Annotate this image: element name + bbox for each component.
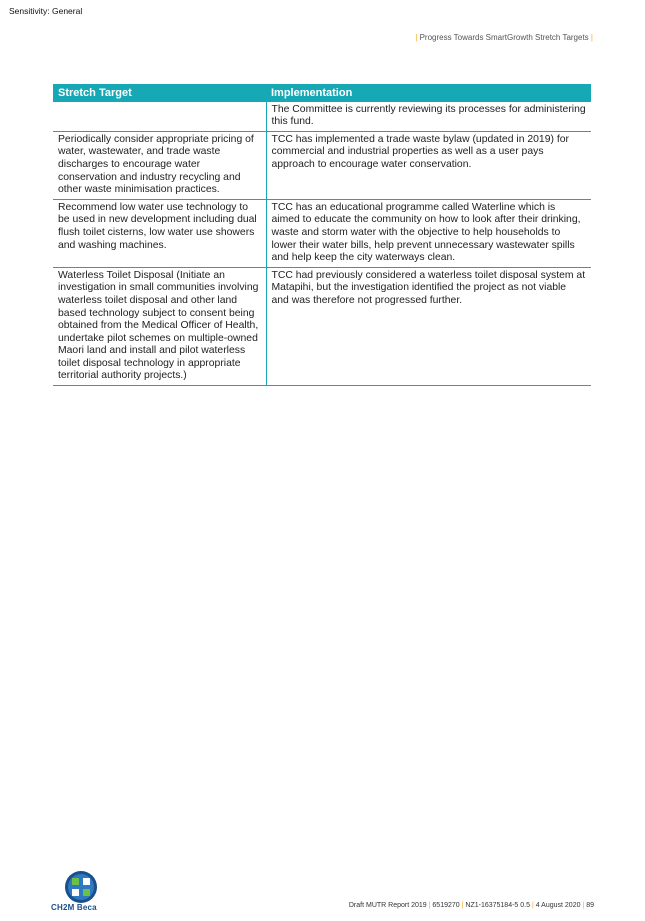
- page-footer: Draft MUTR Report 2019 | 6519270 | NZ1-16375184-5 0.5 | 4 August 2020 | 89: [348, 902, 594, 909]
- stretch-target-cell: Waterless Toilet Disposal (Initiate an investigation in small communities involving waterless toilet disposal and other land based technology subject to consent being obtained from the Medical Officer of Health, undertake pilot schemes on multiple-owned Maori land and install and pilot waterless toilet disposal technology in appropriate territorial authority projects.): [53, 267, 266, 385]
- stretch-target-cell: [53, 102, 266, 132]
- footer-report: Draft MUTR Report 2019: [348, 902, 427, 909]
- implementation-cell: TCC has an educational programme called Waterline which is aimed to educate the community on how to look after their drinking, waste and storm water with the objective to help households to lower their water bills, help prevent unnecessary wastewater spills and help keep the city waterways clean.: [266, 199, 591, 267]
- column-header-implementation: Implementation: [266, 84, 591, 102]
- running-header: [415, 33, 593, 42]
- implementation-cell: TCC had previously considered a waterless toilet disposal system at Matapihi, but the investigation identified the project as not viable and was therefore not progressed further.: [266, 267, 591, 385]
- table-row: [53, 199, 591, 267]
- stretch-target-cell: Periodically consider appropriate pricing of water, wastewater, and trade waste discharges to encourage water conservation and industry recycling and other waste minimisation practices.: [53, 131, 266, 199]
- table-row: [53, 267, 591, 385]
- header-title: Progress Towards SmartGrowth Stretch Targets: [419, 33, 589, 42]
- logo-wordmark: CH2M Beca: [51, 903, 97, 912]
- stretch-targets-table: [53, 84, 591, 386]
- table-row: [53, 131, 591, 199]
- column-header-stretch-target: Stretch Target: [53, 84, 266, 102]
- stretch-target-cell: Recommend low water use technology to be used in new development including dual flush toilet cisterns, low water use showers and washing machines.: [53, 199, 266, 267]
- footer-date: 4 August 2020: [535, 902, 581, 909]
- table-row: [53, 102, 591, 132]
- implementation-cell: The Committee is currently reviewing its processes for administering this fund.: [266, 102, 591, 132]
- page-number: 89: [586, 902, 594, 909]
- header-bar-right: |: [588, 33, 593, 42]
- table-header-row: [53, 84, 591, 102]
- footer-project-no: 6519270: [432, 902, 460, 909]
- implementation-cell: TCC has implemented a trade waste bylaw (updated in 2019) for commercial and industrial properties as well as a user pays approach to encourage water conservation.: [266, 131, 591, 199]
- sensitivity-label: Sensitivity: General: [9, 6, 83, 16]
- header-bar-left: |: [415, 33, 420, 42]
- footer-doc-ref: NZ1-16375184-5 0.5: [465, 902, 530, 909]
